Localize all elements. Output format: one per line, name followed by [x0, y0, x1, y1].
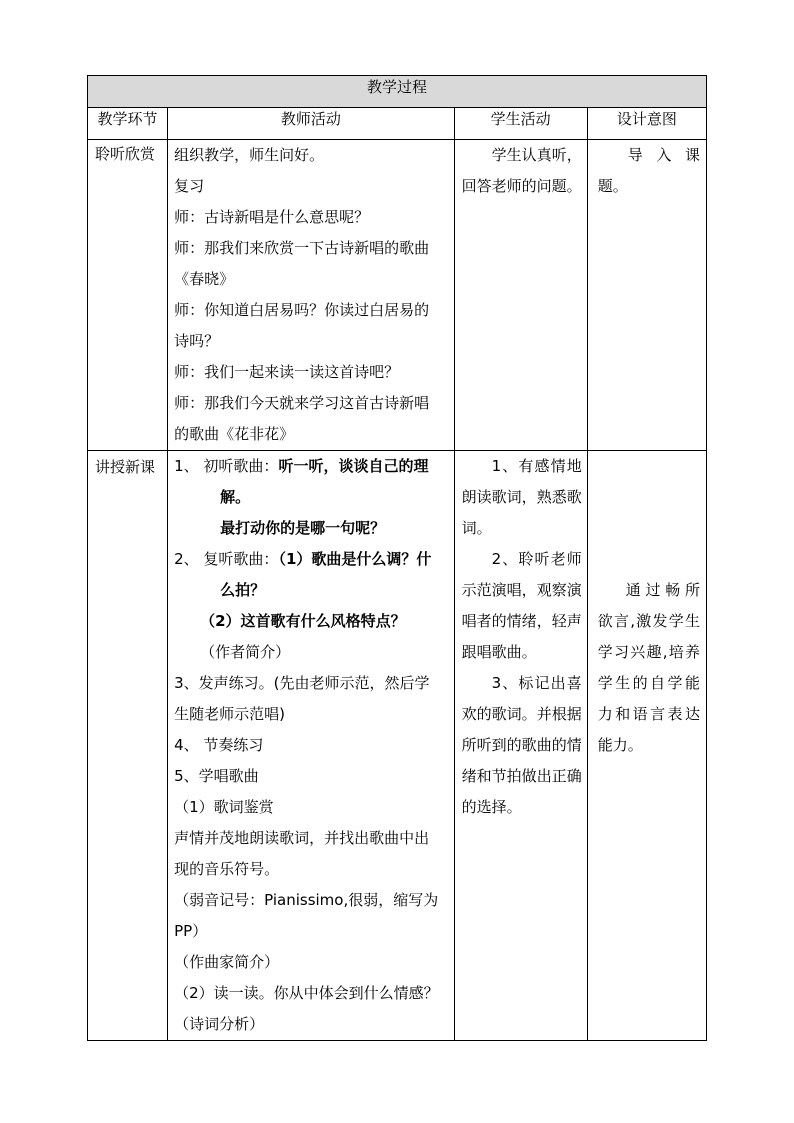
teacher-line: 组织教学，师生问好。	[174, 146, 325, 164]
header-design-intent: 设计意图	[587, 108, 706, 140]
design-intent-text: 通过畅所欲言,激发学生学习兴趣,培养学生的自学能力和语言表达能力。	[597, 581, 700, 754]
teacher-line: 的歌曲《花非花》	[174, 425, 295, 443]
teacher-line: （2）这首歌有什么风格特点？	[200, 612, 406, 630]
teacher-line: （诗词分析）	[174, 1015, 265, 1033]
stage-cell: 聆听欣赏	[88, 140, 168, 451]
student-activity-text: 3、标记出喜欢的歌词。并根据所听到的歌曲的情绪和节拍做出正确的选择。	[461, 674, 582, 816]
teacher-line: （2）读一读。你从中体会到什么情感？	[174, 984, 439, 1002]
teacher-activity-cell	[168, 451, 454, 1041]
teacher-line: 么拍？	[220, 581, 266, 599]
table-row	[88, 140, 707, 451]
step-question: 听一听，谈谈自己的理	[278, 457, 429, 475]
teacher-line: （1）歌词鉴赏	[174, 798, 274, 816]
header-stage: 教学环节	[88, 108, 168, 140]
teacher-line: 现的音乐符号。	[174, 860, 280, 878]
step-label: 2、 复听歌曲：	[174, 550, 279, 568]
teacher-activity-cell	[168, 140, 454, 451]
header-student-activity: 学生活动	[454, 108, 587, 140]
teacher-line: 复习	[174, 177, 205, 195]
teacher-line	[174, 451, 449, 482]
teacher-line: 最打动你的是哪一句呢？	[220, 519, 386, 537]
teacher-line: 师：古诗新唱是什么意思呢？	[174, 208, 370, 226]
design-intent-cell	[587, 451, 706, 1041]
teacher-line: （作曲家简介）	[174, 953, 280, 971]
table-title-row	[88, 76, 707, 108]
teacher-line: （作者简介）	[200, 643, 291, 661]
teacher-line: 5、学唱歌曲	[174, 767, 259, 785]
teacher-line: 师：你知道白居易吗？你读过白居易的	[174, 301, 430, 319]
teaching-process-table	[87, 75, 707, 1041]
header-teacher-activity: 教师活动	[168, 108, 454, 140]
teacher-line: 师：那我们来欣赏一下古诗新唱的歌曲	[174, 239, 430, 257]
teacher-line: 解。	[220, 488, 251, 506]
teacher-line: 师：那我们今天就来学习这首古诗新唱	[174, 394, 430, 412]
teacher-line: 3、发声练习。(先由老师示范，然后学	[174, 674, 430, 692]
teacher-line: 生随老师示范唱)	[174, 705, 285, 723]
teacher-line: 《春晓》	[174, 270, 235, 288]
table-title: 教学过程	[88, 76, 707, 108]
design-intent-text: 导入课题。	[597, 146, 700, 195]
teacher-line: 4、 节奏练习	[174, 736, 264, 754]
teacher-line: 师：我们一起来读一读这首诗吧？	[174, 363, 400, 381]
student-activity-text: 学生认真听，回答老师的问题。	[461, 146, 582, 195]
teacher-line: 诗吗？	[174, 332, 220, 350]
table-header-row	[88, 108, 707, 140]
design-intent-cell	[587, 140, 706, 451]
student-activity-text: 2、聆听老师示范演唱，观察演唱者的情绪，轻声跟唱歌曲。	[461, 550, 582, 661]
step-label: 1、 初听歌曲：	[174, 457, 279, 475]
teacher-line: （弱音记号：Pianissimo,很弱，缩写为	[174, 891, 439, 909]
stage-cell: 讲授新课	[88, 451, 168, 1041]
step-question: （1）歌曲是什么调？什	[278, 550, 432, 568]
table-row	[88, 451, 707, 1041]
teacher-line: 声情并茂地朗读歌词，并找出歌曲中出	[174, 829, 430, 847]
student-activity-text: 1、有感情地朗读歌词，熟悉歌词。	[461, 457, 582, 537]
student-activity-cell	[454, 451, 587, 1041]
student-activity-cell	[454, 140, 587, 451]
teacher-line	[174, 544, 449, 575]
teacher-line: PP）	[174, 922, 208, 940]
